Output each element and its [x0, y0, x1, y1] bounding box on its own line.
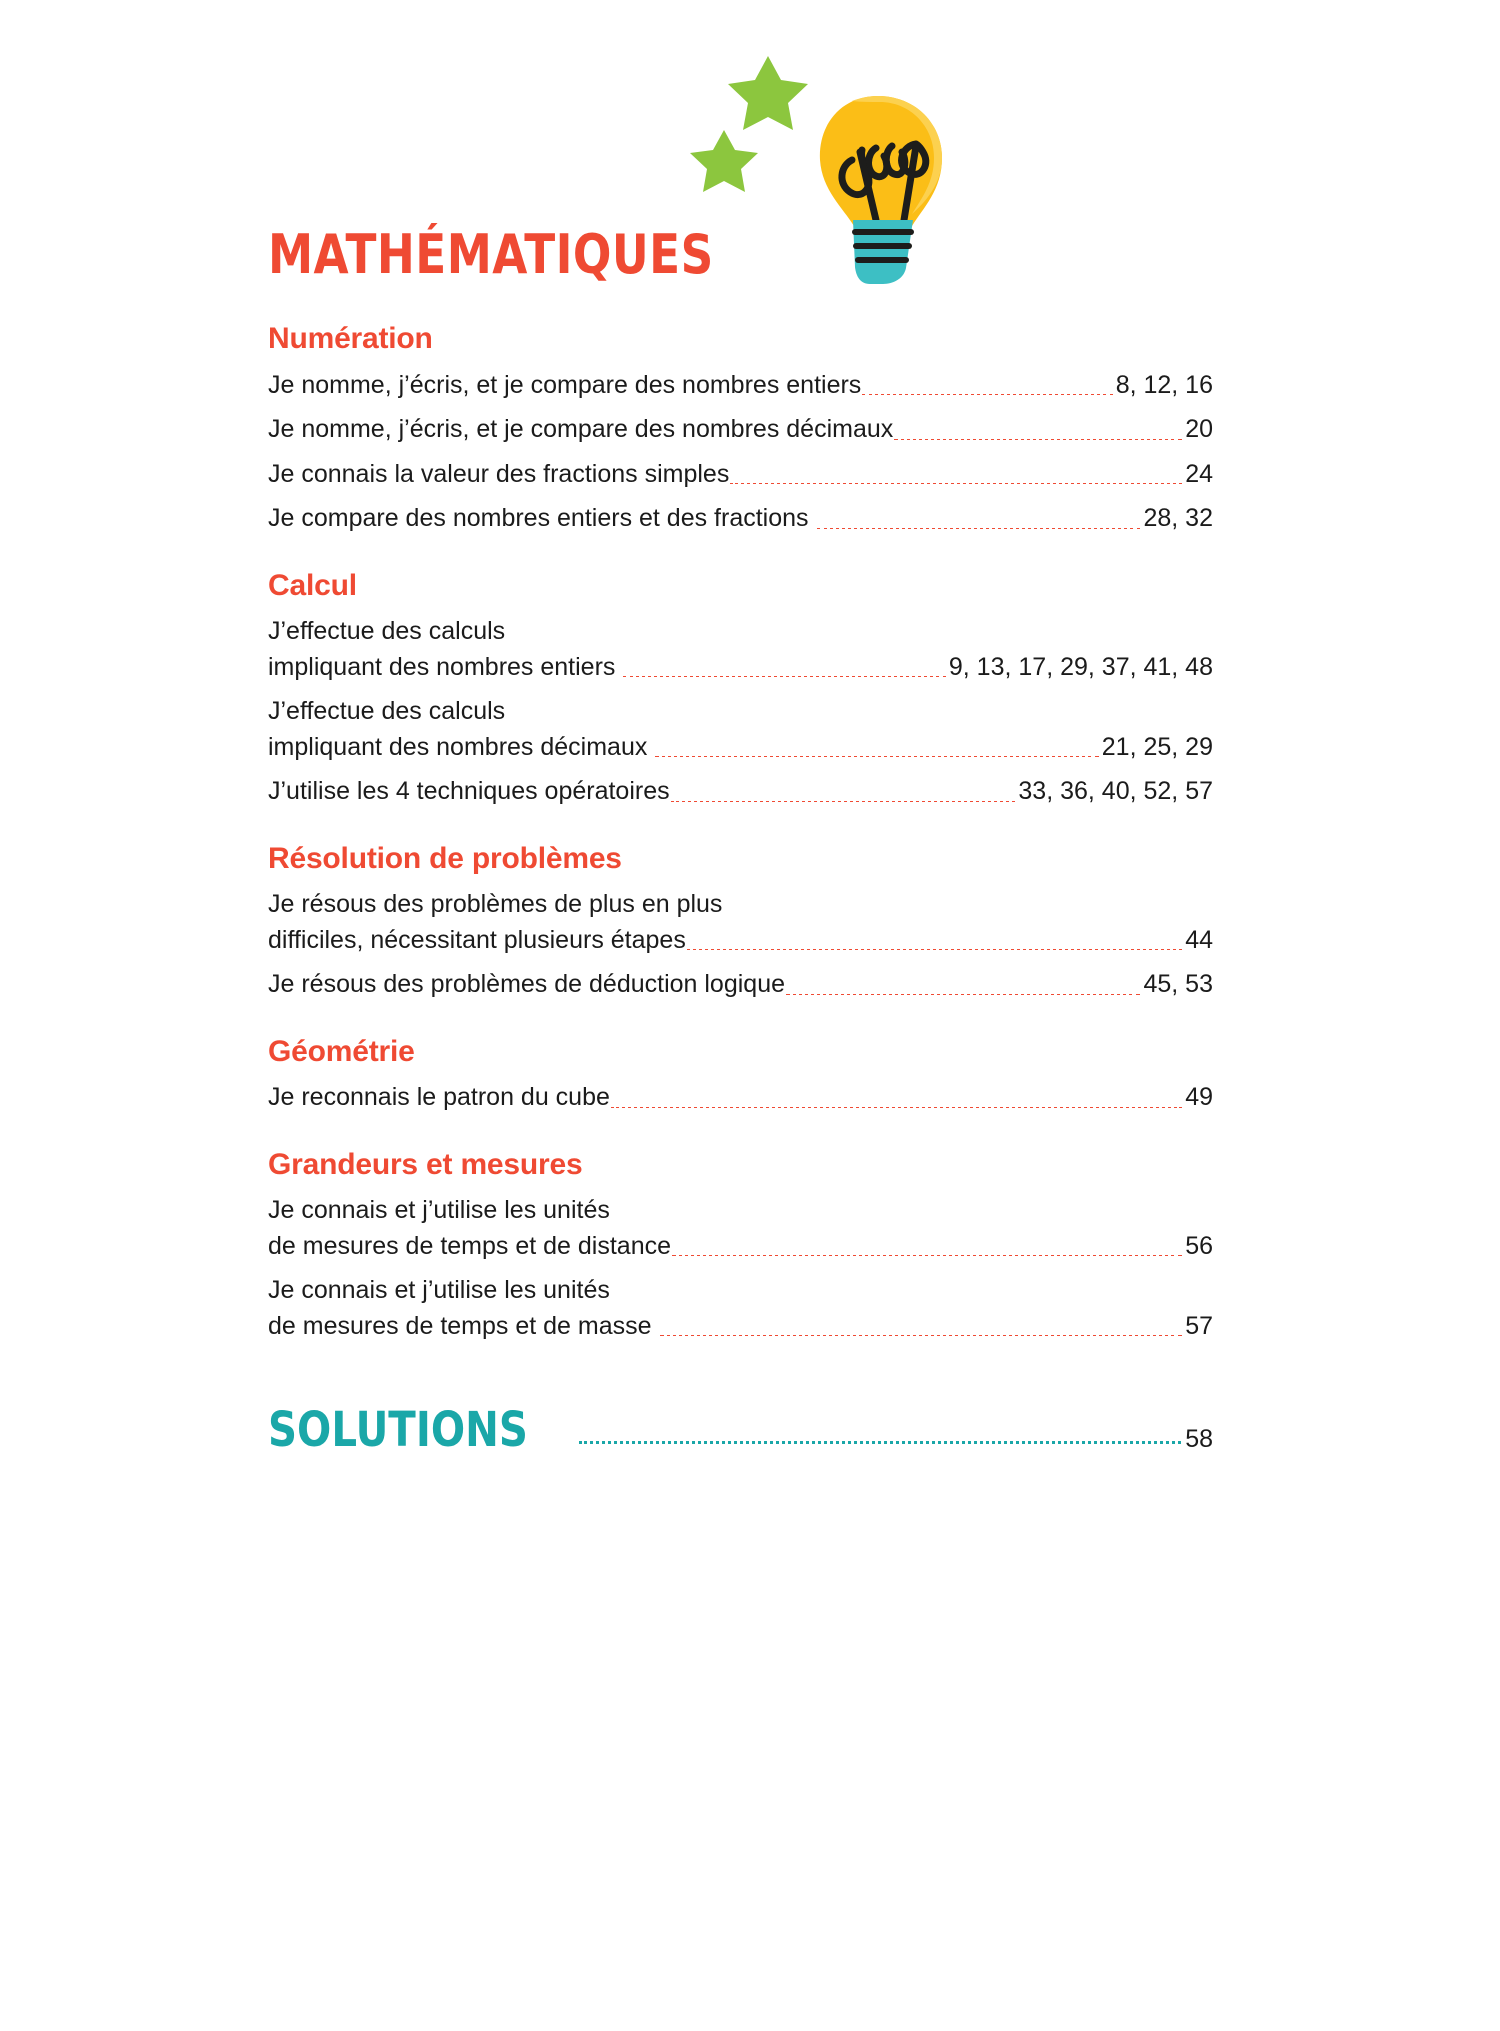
dot-leader	[611, 1107, 1182, 1108]
toc-entry[interactable]	[268, 412, 1213, 448]
section-geometrie	[268, 1033, 1213, 1116]
dot-leader	[687, 949, 1182, 950]
entry-label-line1: Je connais et j’utilise les unités	[268, 1196, 610, 1224]
entry-label: difficiles, nécessitant plusieurs étapes	[268, 925, 686, 954]
entry-label: de mesures de temps et de distance	[268, 1231, 672, 1260]
section-heading: Géométrie	[268, 1034, 415, 1068]
entry-label: impliquant des nombres entiers	[268, 652, 616, 681]
entry-label-line1: J’effectue des calculs	[268, 697, 506, 725]
solutions-title: SOLUTIONS	[268, 1402, 528, 1458]
entry-pages: 28, 32	[1143, 504, 1213, 532]
dot-leader	[660, 1335, 1183, 1336]
toc-entry[interactable]	[268, 774, 1213, 810]
page-title: MATHÉMATIQUES	[268, 223, 714, 286]
entry-label: Je connais la valeur des fractions simples	[268, 459, 730, 488]
dot-leader	[655, 756, 1098, 757]
section-heading: Numération	[268, 322, 433, 355]
dot-leader	[672, 1255, 1182, 1256]
entry-label-line1: J’effectue des calculs	[268, 617, 506, 645]
section-heading: Résolution de problèmes	[268, 841, 622, 875]
entry-label: Je reconnais le patron du cube	[268, 1083, 610, 1111]
entry-pages: 24	[1185, 459, 1213, 488]
entry-label: de mesures de temps et de masse	[268, 1311, 652, 1340]
section-heading: Calcul	[268, 568, 357, 602]
section-calcul	[268, 567, 1213, 810]
dot-leader	[671, 801, 1016, 802]
dot-leader	[623, 676, 945, 677]
dot-leader-teal	[579, 1443, 1181, 1444]
dot-leader	[894, 439, 1182, 440]
section-resolution-de-problemes	[268, 840, 1213, 1003]
entry-label: Je compare des nombres entiers et des fractions	[268, 504, 809, 532]
toc-entry[interactable]	[268, 501, 1213, 537]
entry-label: Je nomme, j’écris, et je compare des nombres entiers	[268, 370, 862, 399]
entry-pages: 9, 13, 17, 29, 37, 41, 48	[948, 652, 1213, 681]
toc-entry[interactable]	[268, 368, 1213, 404]
toc-entry[interactable]	[268, 1273, 1213, 1344]
section-numeration	[268, 320, 1213, 537]
toc-entry[interactable]	[268, 694, 1213, 765]
solutions-entry[interactable]	[268, 1402, 1213, 1458]
entry-pages: 49	[1185, 1083, 1213, 1111]
entry-label: J’utilise les 4 techniques opératoires	[268, 777, 670, 805]
toc-entry[interactable]	[268, 1193, 1213, 1264]
entry-pages: 8, 12, 16	[1115, 370, 1213, 399]
entry-pages: 45, 53	[1143, 970, 1213, 998]
entry-label-line1: Je connais et j’utilise les unités	[268, 1276, 610, 1304]
entry-label-line1: Je résous des problèmes de plus en plus	[268, 890, 723, 918]
dot-leader	[730, 483, 1182, 484]
toc-entry[interactable]	[268, 457, 1213, 493]
entry-pages: 57	[1185, 1311, 1213, 1340]
dot-leader	[817, 528, 1141, 529]
entry-label: Je nomme, j’écris, et je compare des nombres décimaux	[268, 415, 894, 443]
section-grandeurs-et-mesures	[268, 1146, 1213, 1345]
star-icon-lower	[690, 130, 758, 192]
toc-entry[interactable]	[268, 1080, 1213, 1116]
entry-pages: 21, 25, 29	[1101, 732, 1213, 761]
entry-pages: 33, 36, 40, 52, 57	[1018, 777, 1213, 805]
entry-label: impliquant des nombres décimaux	[268, 732, 648, 761]
section-heading: Grandeurs et mesures	[268, 1147, 583, 1181]
entry-pages: 44	[1185, 925, 1213, 954]
dot-leader	[786, 994, 1140, 995]
solutions-page: 58	[1185, 1425, 1213, 1453]
toc-entry[interactable]	[268, 887, 1213, 958]
entry-label: Je résous des problèmes de déduction logique	[268, 970, 786, 998]
toc-entry[interactable]	[268, 967, 1213, 1003]
dot-leader	[862, 394, 1112, 395]
star-icon-upper	[728, 56, 808, 130]
toc-entry[interactable]	[268, 614, 1213, 685]
entry-pages: 56	[1185, 1231, 1213, 1260]
toc-content	[268, 223, 1213, 1458]
entry-pages: 20	[1185, 415, 1213, 443]
